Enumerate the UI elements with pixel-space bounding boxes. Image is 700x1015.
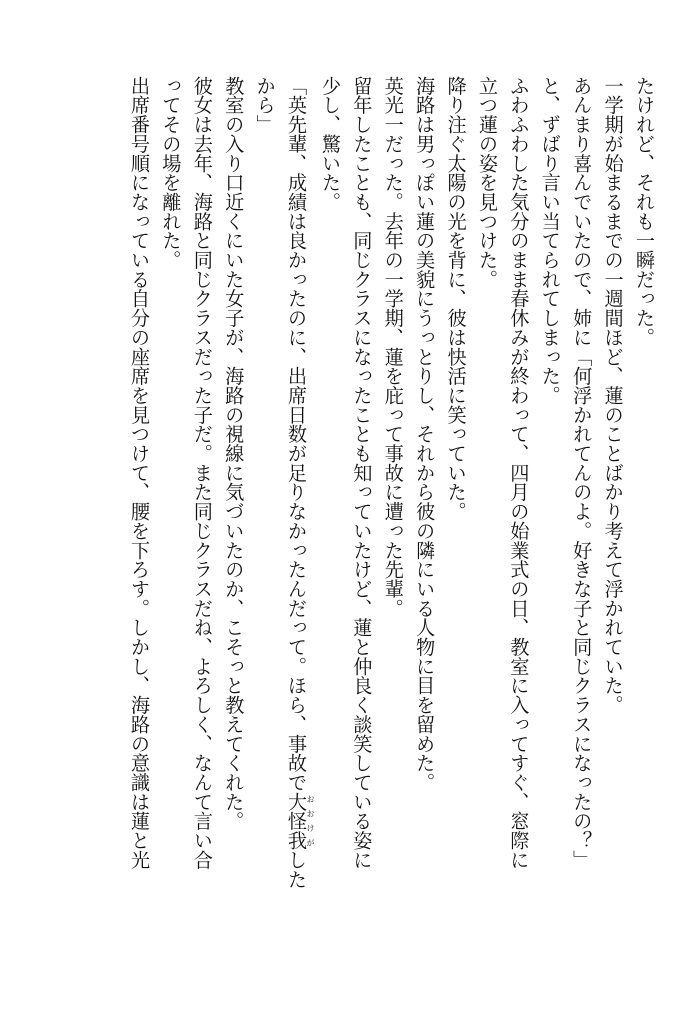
text-line: ふわふわした気分のまま春休みが終わって、四月の始業式の日、教室に入ってすぐ、窓際に — [507, 76, 531, 870]
text-line: 一学期が始まるまでの一週間ほど、蓮のことばかり考えて浮かれていた。 — [601, 76, 625, 715]
text-line: 教室の入り口近くにいた女子が、海路の視線に気づいたのか、こそっと教えてくれた。 — [222, 76, 246, 831]
text-line: と、ずばり言い当てられてしまった。 — [538, 76, 562, 405]
text-line: あんまり喜んでいたので、姉に「何浮かれてんのよ。好きな子と同じクラスになったの？」 — [570, 76, 594, 870]
text-line: たけれど、それも一瞬だった。 — [633, 76, 656, 347]
text-line: 少し、驚いた。 — [318, 76, 342, 212]
text-line: から」 — [253, 76, 277, 135]
ruby-reading: おおけが — [306, 791, 316, 850]
vertical-text-body — [20, 76, 660, 956]
text-line: 降り注ぐ太陽の光を背に、彼は快活に笑っていた。 — [444, 76, 468, 522]
text-line: 英光一だった。去年の一学期、蓮を庇って事故に遭った先輩。 — [381, 76, 405, 618]
text-line: 立つ蓮の姿を見つけた。 — [475, 76, 499, 289]
text-line: 海路は男っぽい蓮の美貌にうっとりし、それから彼の隣にいる人物に目を留めた。 — [413, 76, 437, 792]
text-line: 彼女は去年、海路と同じクラスだった子だ。また同じクラスだね、よろしく、なんて言い合 — [190, 76, 214, 870]
text-line: ってその場を離れた。 — [159, 76, 183, 270]
text-line: 留年したことも、同じクラスになったことも知っていたけど、蓮と仲良く談笑している姿に — [350, 76, 374, 870]
ruby-annotation: 大怪我おおけが — [285, 791, 316, 851]
text-line: 出席番号順になっている自分の座席を見つけて、腰を下ろす。しかし、海路の意識は蓮と光 — [128, 76, 151, 870]
text-line-with-ruby: 「英先輩、成績は良かったのに、出席日数が足りなかったんだって。ほら、事故で大怪我おおけがした — [285, 76, 316, 889]
